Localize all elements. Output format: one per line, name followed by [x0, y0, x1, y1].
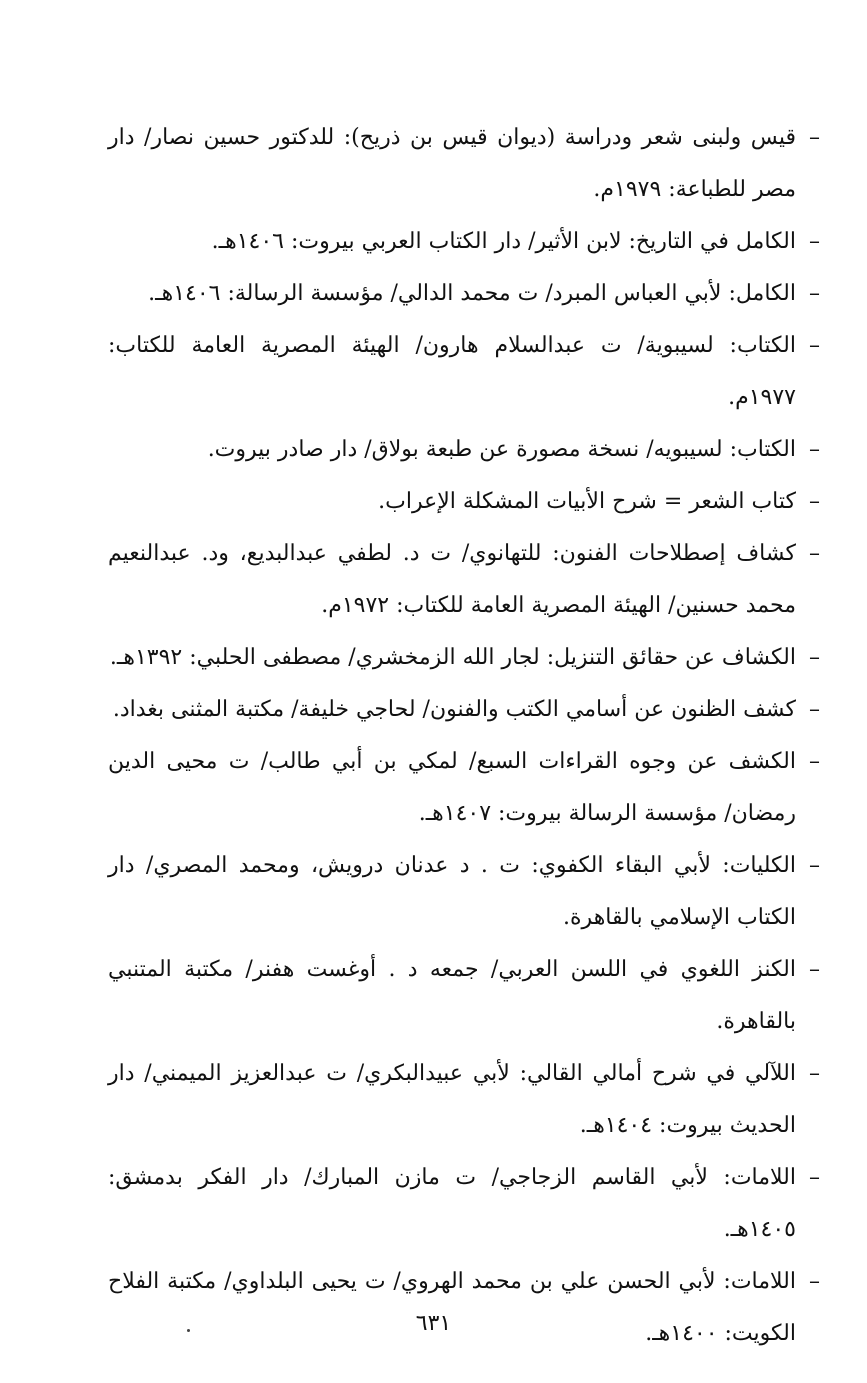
bibliography-list — [108, 112, 820, 1360]
entry-text: الكامل في التاريخ: لابن الأثير/ دار الكتاب العربي بيروت: ١٤٠٦هـ. — [211, 229, 796, 254]
bibliography-entry — [108, 1256, 820, 1360]
entry-text: اللآلي في شرح أمالي القالي: لأبي عبيدالبكري/ ت عبدالعزيز الميمني/ دار الحديث بيروت: ١٤٠٤هـ. — [108, 1061, 796, 1138]
entry-text: الكشاف عن حقائق التنزيل: لجار الله الزمخشري/ مصطفى الحلبي: ١٣٩٢هـ. — [109, 645, 796, 670]
bibliography-entry — [108, 216, 820, 268]
entry-dash: – — [809, 957, 820, 982]
entry-text: الكامل: لأبي العباس المبرد/ ت محمد الدالي/ مؤسسة الرسالة: ١٤٠٦هـ. — [148, 281, 796, 306]
entry-text: كشف الظنون عن أسامي الكتب والفنون/ لحاجي خليفة/ مكتبة المثنى بغداد. — [112, 697, 796, 722]
page-number: ٦٣١ — [415, 1311, 452, 1336]
bibliography-entry — [108, 476, 820, 528]
entry-dash: – — [809, 281, 820, 306]
bibliography-entry — [108, 424, 820, 476]
entry-dash: – — [809, 541, 820, 566]
entry-dash: – — [809, 645, 820, 670]
entry-dash: – — [809, 489, 820, 514]
bibliography-entry — [108, 528, 820, 632]
entry-dash: – — [809, 125, 820, 150]
bibliography-entry — [108, 1048, 820, 1152]
bibliography-entry — [108, 840, 820, 944]
entry-text: الكشف عن وجوه القراءات السبع/ لمكي بن أبي طالب/ ت محيى الدين رمضان/ مؤسسة الرسالة بيروت: ١٤٠٧هـ. — [108, 749, 796, 826]
entry-dash: – — [809, 437, 820, 462]
entry-text: الكنز اللغوي في اللسن العربي/ جمعه د . أوغست هفنر/ مكتبة المتنبي بالقاهرة. — [108, 957, 796, 1034]
entry-text: قيس ولبنى شعر ودراسة (ديوان قيس بن ذريح): للدكتور حسين نصار/ دار مصر للطباعة: ١٩٧٩م. — [108, 125, 796, 202]
entry-dash: – — [809, 1061, 820, 1086]
entry-dash: – — [809, 333, 820, 358]
entry-text: الكليات: لأبي البقاء الكفوي: ت . د عدنان درويش، ومحمد المصري/ دار الكتاب الإسلامي بالقاهرة. — [108, 853, 796, 930]
bibliography-entry — [108, 1152, 820, 1256]
entry-text: اللامات: لأبي الحسن علي بن محمد الهروي/ ت يحيى البلداوي/ مكتبة الفلاح الكويت: ١٤٠٠هـ. — [108, 1269, 796, 1346]
bibliography-entry — [108, 632, 820, 684]
entry-dash: – — [809, 229, 820, 254]
bibliography-entry — [108, 736, 820, 840]
bibliography-entry — [108, 684, 820, 736]
bibliography-entry — [108, 944, 820, 1048]
entry-text: الكتاب: لسيبويه/ نسخة مصورة عن طبعة بولاق/ دار صادر بيروت. — [207, 437, 796, 462]
bibliography-entry — [108, 268, 820, 320]
entry-dash: – — [809, 697, 820, 722]
entry-dash: – — [809, 853, 820, 878]
entry-text: الكتاب: لسيبوية/ ت عبدالسلام هارون/ الهيئة المصرية العامة للكتاب: ١٩٧٧م. — [108, 333, 796, 410]
entry-dash: – — [809, 1269, 820, 1294]
entry-text: اللامات: لأبي القاسم الزجاجي/ ت مازن المبارك/ دار الفكر بدمشق: ١٤٠٥هـ. — [108, 1165, 796, 1242]
entry-text: كتاب الشعر = شرح الأبيات المشكلة الإعراب. — [378, 489, 796, 514]
scan-speck — [187, 1329, 190, 1332]
entry-dash: – — [809, 749, 820, 774]
entry-text: كشاف إصطلاحات الفنون: للتهانوي/ ت د. لطفي عبدالبديع، ود. عبدالنعيم محمد حسنين/ الهيئة المصرية العامة للكتاب: ١٩٧٢م. — [108, 541, 796, 618]
bibliography-entry — [108, 320, 820, 424]
entry-dash: – — [809, 1165, 820, 1190]
bibliography-entry — [108, 112, 820, 216]
